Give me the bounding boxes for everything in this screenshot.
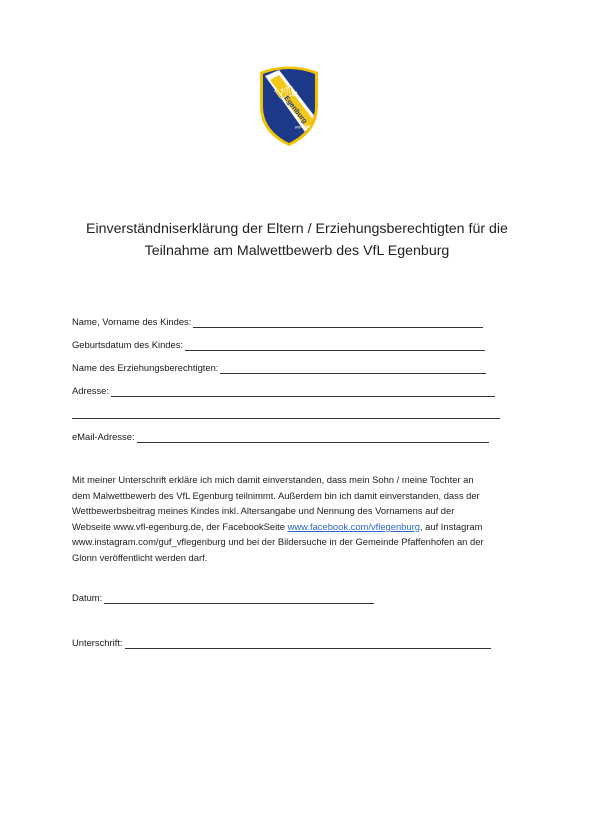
birth-date-field[interactable] xyxy=(72,339,485,351)
guardian-name-label: Name des Erziehungsberechtigten: xyxy=(72,362,219,373)
signature-label: Unterschrift: xyxy=(72,637,123,648)
consent-line-1: Mit meiner Unterschrift erkläre ich mich damit einverstanden, dass mein Sohn / meine Tochter an xyxy=(72,474,474,485)
date-label: Datum: xyxy=(72,592,103,603)
logo-text-band: Egenburg xyxy=(282,94,309,125)
consent-line-6: Glonn veröffentlicht werden darf. xyxy=(72,551,208,563)
signature-line[interactable] xyxy=(125,638,491,649)
logo-text-small: gegr. 1948 xyxy=(295,125,311,129)
club-crest-icon xyxy=(257,66,321,146)
email-label: eMail-Adresse: xyxy=(72,431,135,442)
guardian-name-line[interactable] xyxy=(220,363,486,374)
guardian-name-field[interactable] xyxy=(72,362,486,374)
consent-line-4-end: , auf Instagram xyxy=(419,520,483,532)
title-line-1: Einverständniserklärung der Eltern / Erziehungsberechtigten für die xyxy=(86,221,508,237)
page-title xyxy=(40,218,554,262)
consent-line-5: www.instagram.com/guf_vflegenburg und bei der Bildersuche in der Gemeinde Pfaffenhofen an der xyxy=(72,536,484,548)
facebook-link[interactable]: www.facebook.com/vflegenburg xyxy=(287,520,420,532)
date-field[interactable] xyxy=(72,592,374,604)
address-line-2[interactable] xyxy=(72,408,500,419)
child-name-field[interactable] xyxy=(72,316,483,328)
birth-date-label: Geburtsdatum des Kindes: xyxy=(72,339,183,350)
email-line[interactable] xyxy=(137,432,489,443)
consent-line-3: Wettbewerbsbeitrag meines Kindes inkl. Altersangabe und Nennung des Vornamens auf der xyxy=(72,505,455,517)
child-name-line[interactable] xyxy=(193,317,483,328)
address-line-1[interactable] xyxy=(111,386,495,397)
birth-date-line[interactable] xyxy=(185,340,485,351)
signature-field[interactable] xyxy=(72,637,491,649)
consent-line-2: dem Malwettbewerb des VfL Egenburg teilnimmt. Außerdem bin ich damit einverstanden, dass der xyxy=(72,489,480,501)
consent-line-4 xyxy=(72,519,532,535)
consent-paragraph xyxy=(72,472,532,566)
child-name-label: Name, Vorname des Kindes: xyxy=(72,316,192,327)
title-line-2: Teilnahme am Malwettbewerb des VfL Egenburg xyxy=(144,243,450,259)
club-logo xyxy=(257,66,321,146)
address-label: Adresse: xyxy=(72,385,109,396)
consent-line-4-start: Webseite www.vfl-egenburg.de, der FacebookSeite xyxy=(72,520,288,532)
address-field[interactable] xyxy=(72,385,495,397)
email-field[interactable] xyxy=(72,431,489,443)
date-line[interactable] xyxy=(104,593,374,604)
address-field-2[interactable] xyxy=(72,408,500,419)
logo-text-main: VfL xyxy=(273,82,299,102)
